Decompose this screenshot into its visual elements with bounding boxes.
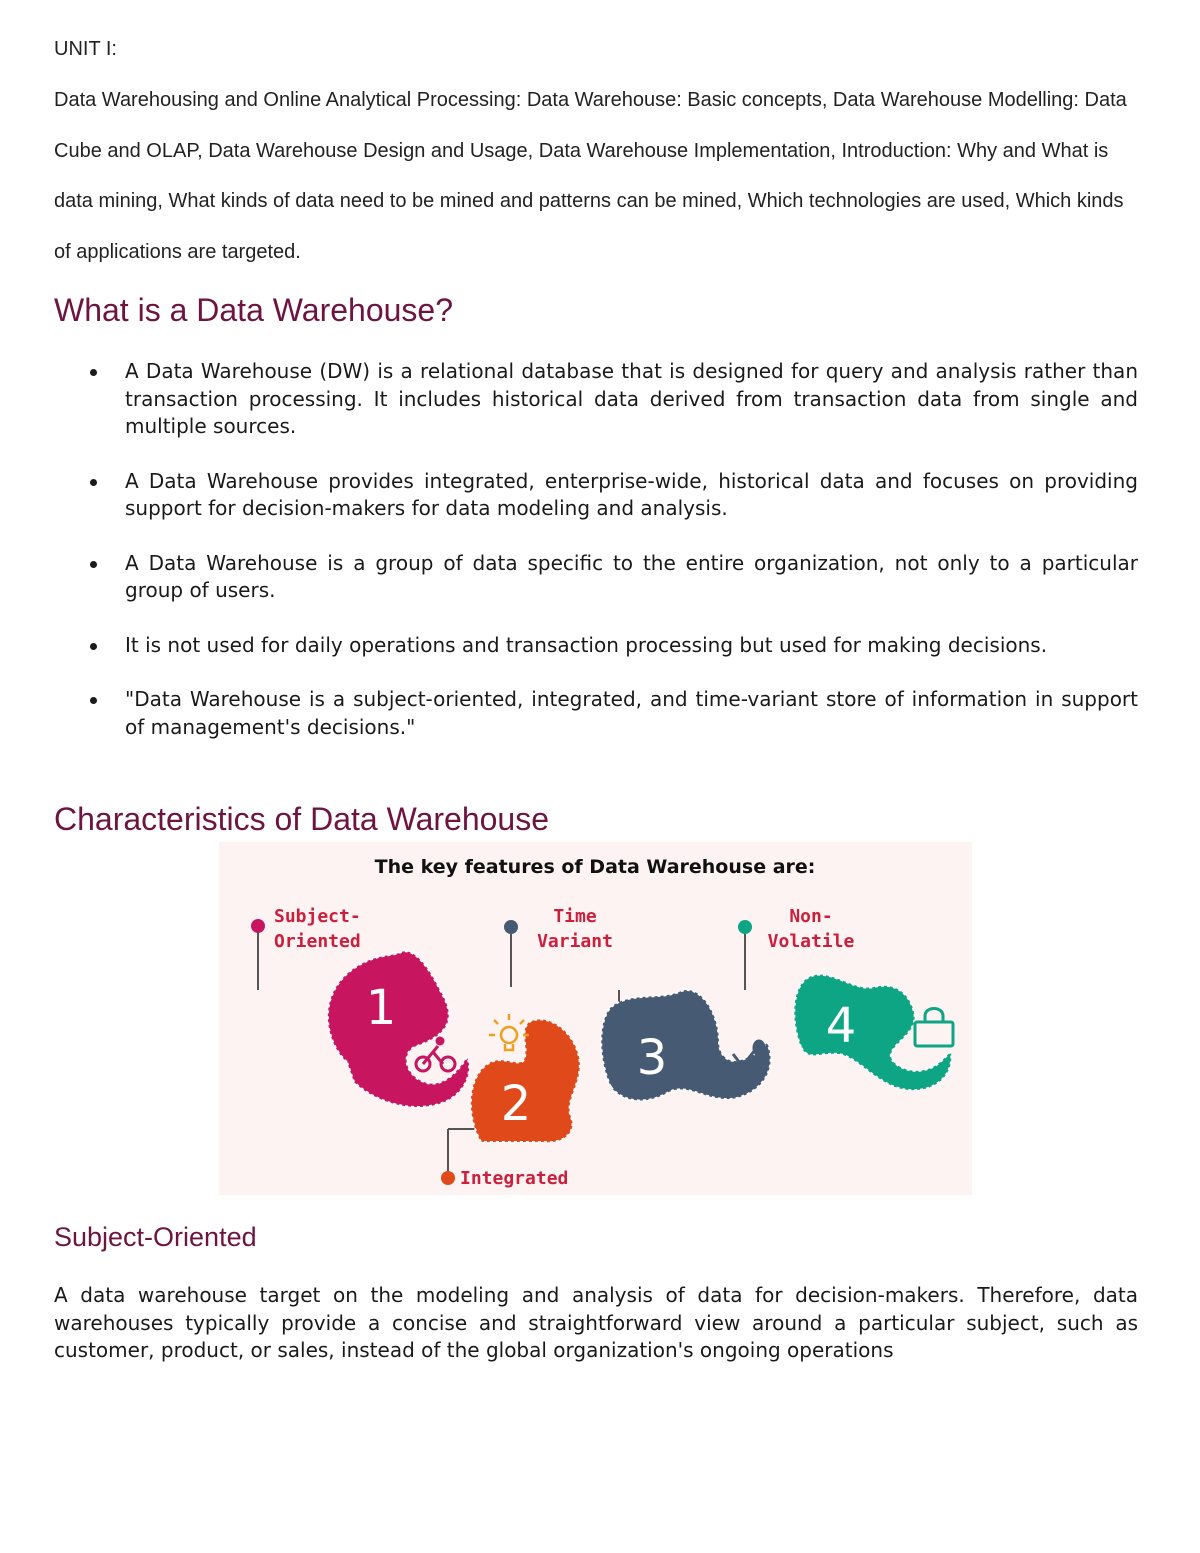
intro-text: Data Warehousing and Online Analytical Processing: Data Warehouse: Basic concepts, Data Warehouse Modelling: Data Cube and OLAP, Data Warehouse Design and Usage, Data Warehouse Implementation, Introduction: Why and What is data mining, What kinds of data need to be mined and patterns can be mined, Which technologies are used, Which kinds of applications are targeted. [54, 89, 1127, 263]
bullet-item: A Data Warehouse is a group of data specific to the entire organization, not only to a particular group of users. [54, 550, 1138, 605]
feature-label: Oriented [274, 931, 361, 952]
feature-number: 3 [636, 1030, 668, 1086]
feature-number: 1 [365, 980, 397, 1036]
feature-label: Integrated [460, 1168, 569, 1189]
shopping-bag-icon [915, 1009, 953, 1047]
key-features-diagram [219, 842, 972, 1195]
unit-heading: UNIT I: [54, 38, 117, 60]
key-features-figure [219, 842, 972, 1195]
pin-dot-icon [441, 1171, 455, 1185]
bullet-item: "Data Warehouse is a subject-oriented, integrated, and time-variant store of information in support of management's decisions." [54, 686, 1138, 741]
section-title-subject-oriented: Subject-Oriented [54, 1222, 257, 1252]
feature-integrated [441, 1014, 580, 1189]
feature-label: Variant [537, 931, 613, 952]
number-blob-3 [601, 990, 770, 1100]
bullet-dot-icon [90, 369, 97, 376]
bullet-dot-icon [90, 643, 97, 650]
number-blob-1 [328, 951, 469, 1107]
feature-number: 4 [825, 998, 857, 1054]
section-title-characteristics: Characteristics of Data Warehouse [54, 801, 550, 837]
feature-label: Non- [789, 906, 833, 927]
section-title-what-is-dw: What is a Data Warehouse? [54, 292, 453, 328]
bullet-item: It is not used for daily operations and transaction processing but used for making decisions. [54, 632, 1138, 660]
subject-oriented-paragraph: A data warehouse target on the modeling and analysis of data for decision-makers. Therefore, data warehouses typically provide a concise and straightforward view around a particular subject, such as customer, product, or sales, instead of the global organization's ongoing operations [54, 1283, 1138, 1362]
lightbulb-icon [489, 1014, 529, 1050]
number-blob-4 [794, 975, 951, 1091]
feature-subject-oriented [251, 906, 469, 1107]
pin-dot-icon [738, 920, 752, 934]
pin-dot-icon [251, 919, 265, 933]
feature-label: Subject- [274, 906, 361, 927]
feature-number: 2 [500, 1076, 532, 1132]
bullet-dot-icon [90, 479, 97, 486]
feature-label: Volatile [767, 931, 855, 952]
bullet-dot-icon [90, 697, 97, 704]
definition-bullet-list [54, 358, 1138, 768]
bullet-item: A Data Warehouse provides integrated, enterprise-wide, historical data and focuses on providing support for decision-makers for data modeling and analysis. [54, 468, 1138, 523]
figure-title: The key features of Data Warehouse are: [374, 856, 816, 878]
bullet-dot-icon [90, 561, 97, 568]
bullet-item: A Data Warehouse (DW) is a relational database that is designed for query and analysis rather than transaction processing. It includes historical data derived from transaction data from single and multiple sources. [54, 358, 1138, 441]
feature-label: Time [553, 906, 597, 927]
pin-dot-icon [504, 920, 518, 934]
